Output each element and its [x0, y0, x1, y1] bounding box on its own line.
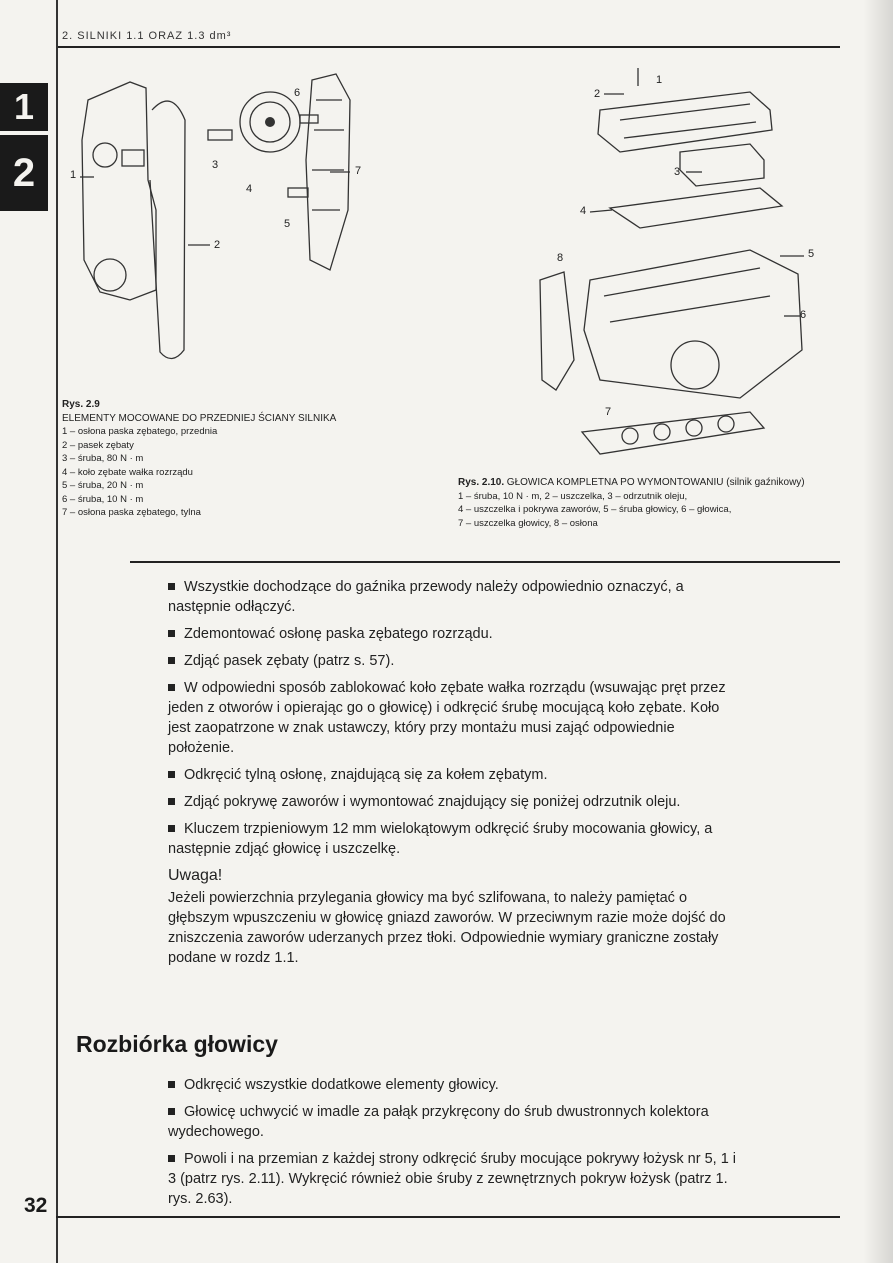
fig-2-9-callout-5: 5	[284, 218, 291, 230]
bullet-icon	[168, 583, 175, 590]
page-number: 32	[24, 1194, 48, 1217]
fig-2-10-callout-6: 6	[800, 309, 807, 321]
figure-2-9-item: 2 – pasek zębaty	[62, 439, 134, 451]
figure-2-9-item: 4 – koło zębate wałka rozrządu	[62, 466, 193, 478]
fig-2-9-callout-3: 3	[212, 159, 219, 171]
gasket-hole-shape	[622, 428, 638, 444]
running-header: 2. SILNIKI 1.1 ORAZ 1.3 dm³	[62, 30, 232, 42]
section-title: Rozbiórka głowicy	[76, 1031, 278, 1057]
fig-2-9-callout-1: 1	[70, 169, 77, 181]
fig-2-9-callout-7: 7	[355, 165, 362, 177]
manifold-shape	[671, 341, 719, 389]
instruction-item: W odpowiedni sposób zablokować koło zębate wałka rozrządu (wsuwając pręt przez jeden z otworów i opierając go o głowicę) i odkręcić śrubę mocującą koło zębate. Koło jest zaopatrzone w znak ustawczy, który przy montażu musi zająć odpowiednie położenie.	[168, 680, 726, 756]
bullet-icon	[168, 630, 175, 637]
bullet-icon	[168, 825, 175, 832]
figure-2-9-heading: ELEMENTY MOCOWANE DO PRZEDNIEJ ŚCIANY SILNIKA	[62, 412, 337, 424]
bolt-3-shape	[208, 130, 232, 140]
pulley-opening-shape	[94, 259, 126, 291]
oil-deflector-shape	[680, 144, 764, 186]
figure-2-10-line: 7 – uszczelka głowicy, 8 – osłona	[458, 517, 598, 529]
fig-2-10-callout-8: 8	[557, 252, 564, 264]
fig-2-10-callout-3: 3	[674, 166, 681, 178]
rear-shield-shape	[540, 272, 574, 390]
instruction-item: Zdemontować osłonę paska zębatego rozrządu.	[168, 624, 738, 644]
toothed-belt-shape	[150, 101, 185, 358]
bullet-icon	[168, 771, 175, 778]
bullet-icon	[168, 1081, 175, 1088]
cover-window-shape	[122, 150, 144, 166]
instruction-item: Odkręcić tylną osłonę, znajdującą się za kołem zębatym.	[168, 765, 738, 785]
instruction-item: Wszystkie dochodzące do gaźnika przewody należy odpowiednio oznaczyć, a następnie odłączyć.	[168, 579, 684, 615]
gasket-hole-shape	[686, 420, 702, 436]
camshaft-shape	[604, 268, 770, 322]
section-item: Odkręcić wszystkie dodatkowe elementy głowicy.	[168, 1075, 738, 1095]
vw-logo-shape	[93, 143, 117, 167]
header-rule	[56, 46, 840, 48]
fig-2-10-callout-2: 2	[594, 88, 601, 100]
note-text: Jeżeli powierzchnia przylegania głowicy ma być szlifowana, to należy pamiętać o głębszym wpuszczeniu w głowicę gniazd zaworów. W przeciwnym razie może dojść do zniszczenia zaworów uderzanych przez tłoki. Odpowiednie wymiary graniczne zostały podane w rozdz 1.1.	[168, 890, 726, 966]
bullet-icon	[168, 657, 175, 664]
section-item: Powoli i na przemian z każdej strony odkręcić śruby mocujące pokrywy łożysk nr 5, 1 i 3 (patrz rys. 2.11). Wykręcić również obie śruby z zewnętrznych pokryw łożysk (patrz 1. rys. 2.63).	[168, 1151, 737, 1207]
instructions-list	[168, 577, 738, 975]
bullet-icon	[168, 1108, 175, 1115]
figure-2-10-line: 1 – śruba, 10 N · m, 2 – uszczelka, 3 – odrzutnik oleju,	[458, 490, 688, 502]
page-edge-shadow	[863, 0, 893, 1263]
fig-2-10-callout-7: 7	[605, 406, 612, 418]
figure-2-9-caption	[62, 398, 382, 520]
cylinder-head-shape	[584, 250, 802, 398]
figures-rule	[130, 561, 840, 563]
gasket-hole-shape	[654, 424, 670, 440]
figure-2-10-heading: GŁOWICA KOMPLETNA PO WYMONTOWANIU (silnik gaźnikowy)	[506, 477, 805, 488]
fig-2-9-callout-2: 2	[214, 239, 221, 251]
instruction-item: Zdjąć pokrywę zaworów i wymontować znajdujący się poniżej odrzutnik oleju.	[168, 792, 738, 812]
bullet-icon	[168, 684, 175, 691]
note-title: Uwaga!	[168, 867, 223, 884]
bolt-5-shape	[288, 188, 308, 197]
figure-2-9-item: 5 – śruba, 20 N · m	[62, 480, 144, 491]
fig-2-10-callout-4: 4	[580, 205, 587, 217]
figure-2-9-illustration	[60, 60, 380, 380]
valve-cover-shape	[598, 92, 772, 152]
figure-2-10-illustration	[520, 60, 840, 470]
figure-2-10-caption	[458, 476, 842, 530]
chapter-tab-2: 2	[0, 135, 48, 211]
leader-line-4	[590, 210, 612, 212]
fig-2-9-callout-6: 6	[294, 87, 301, 99]
gasket-hole-shape	[718, 416, 734, 432]
fig-2-9-callout-4: 4	[246, 183, 253, 195]
left-margin-line	[56, 0, 58, 1263]
figure-2-10-title: Rys. 2.10.	[458, 477, 505, 488]
figure-2-9-title: Rys. 2.9	[62, 399, 100, 410]
valve-cover-gasket-shape	[610, 188, 782, 228]
front-cover-shape	[82, 82, 156, 300]
section-list	[168, 1075, 738, 1216]
footer-rule	[56, 1216, 840, 1218]
head-gasket-shape	[582, 412, 764, 454]
valve-cover-ribs-shape	[620, 104, 756, 138]
figure-2-9-item: 3 – śruba, 80 N · m	[62, 453, 144, 464]
figure-2-10-line: 4 – uszczelka i pokrywa zaworów, 5 – śruba głowicy, 6 – głowica,	[458, 504, 732, 515]
figure-2-9-item: 6 – śruba, 10 N · m	[62, 493, 144, 505]
instruction-item: Zdjąć pasek zębaty (patrz s. 57).	[168, 651, 738, 671]
bullet-icon	[168, 798, 175, 805]
figure-2-9-item: 1 – osłona paska zębatego, przednia	[62, 426, 218, 437]
instruction-item: Kluczem trzpieniowym 12 mm wielokątowym odkręcić śruby mocowania głowicy, a następnie zdjąć głowicę i uszczelkę.	[168, 821, 713, 857]
chapter-tab-1: 1	[0, 83, 48, 131]
fig-2-10-callout-1: 1	[656, 74, 663, 86]
bullet-icon	[168, 1155, 175, 1162]
rear-cover-ribs-shape	[312, 100, 344, 210]
section-item: Głowicę uchwycić w imadle za pałąk przykręcony do śrub dwustronnych kolektora wydechowego.	[168, 1104, 709, 1140]
fig-2-10-callout-5: 5	[808, 248, 815, 260]
figure-2-9-item: 7 – osłona paska zębatego, tylna	[62, 507, 201, 518]
gear-center-shape	[265, 117, 275, 127]
